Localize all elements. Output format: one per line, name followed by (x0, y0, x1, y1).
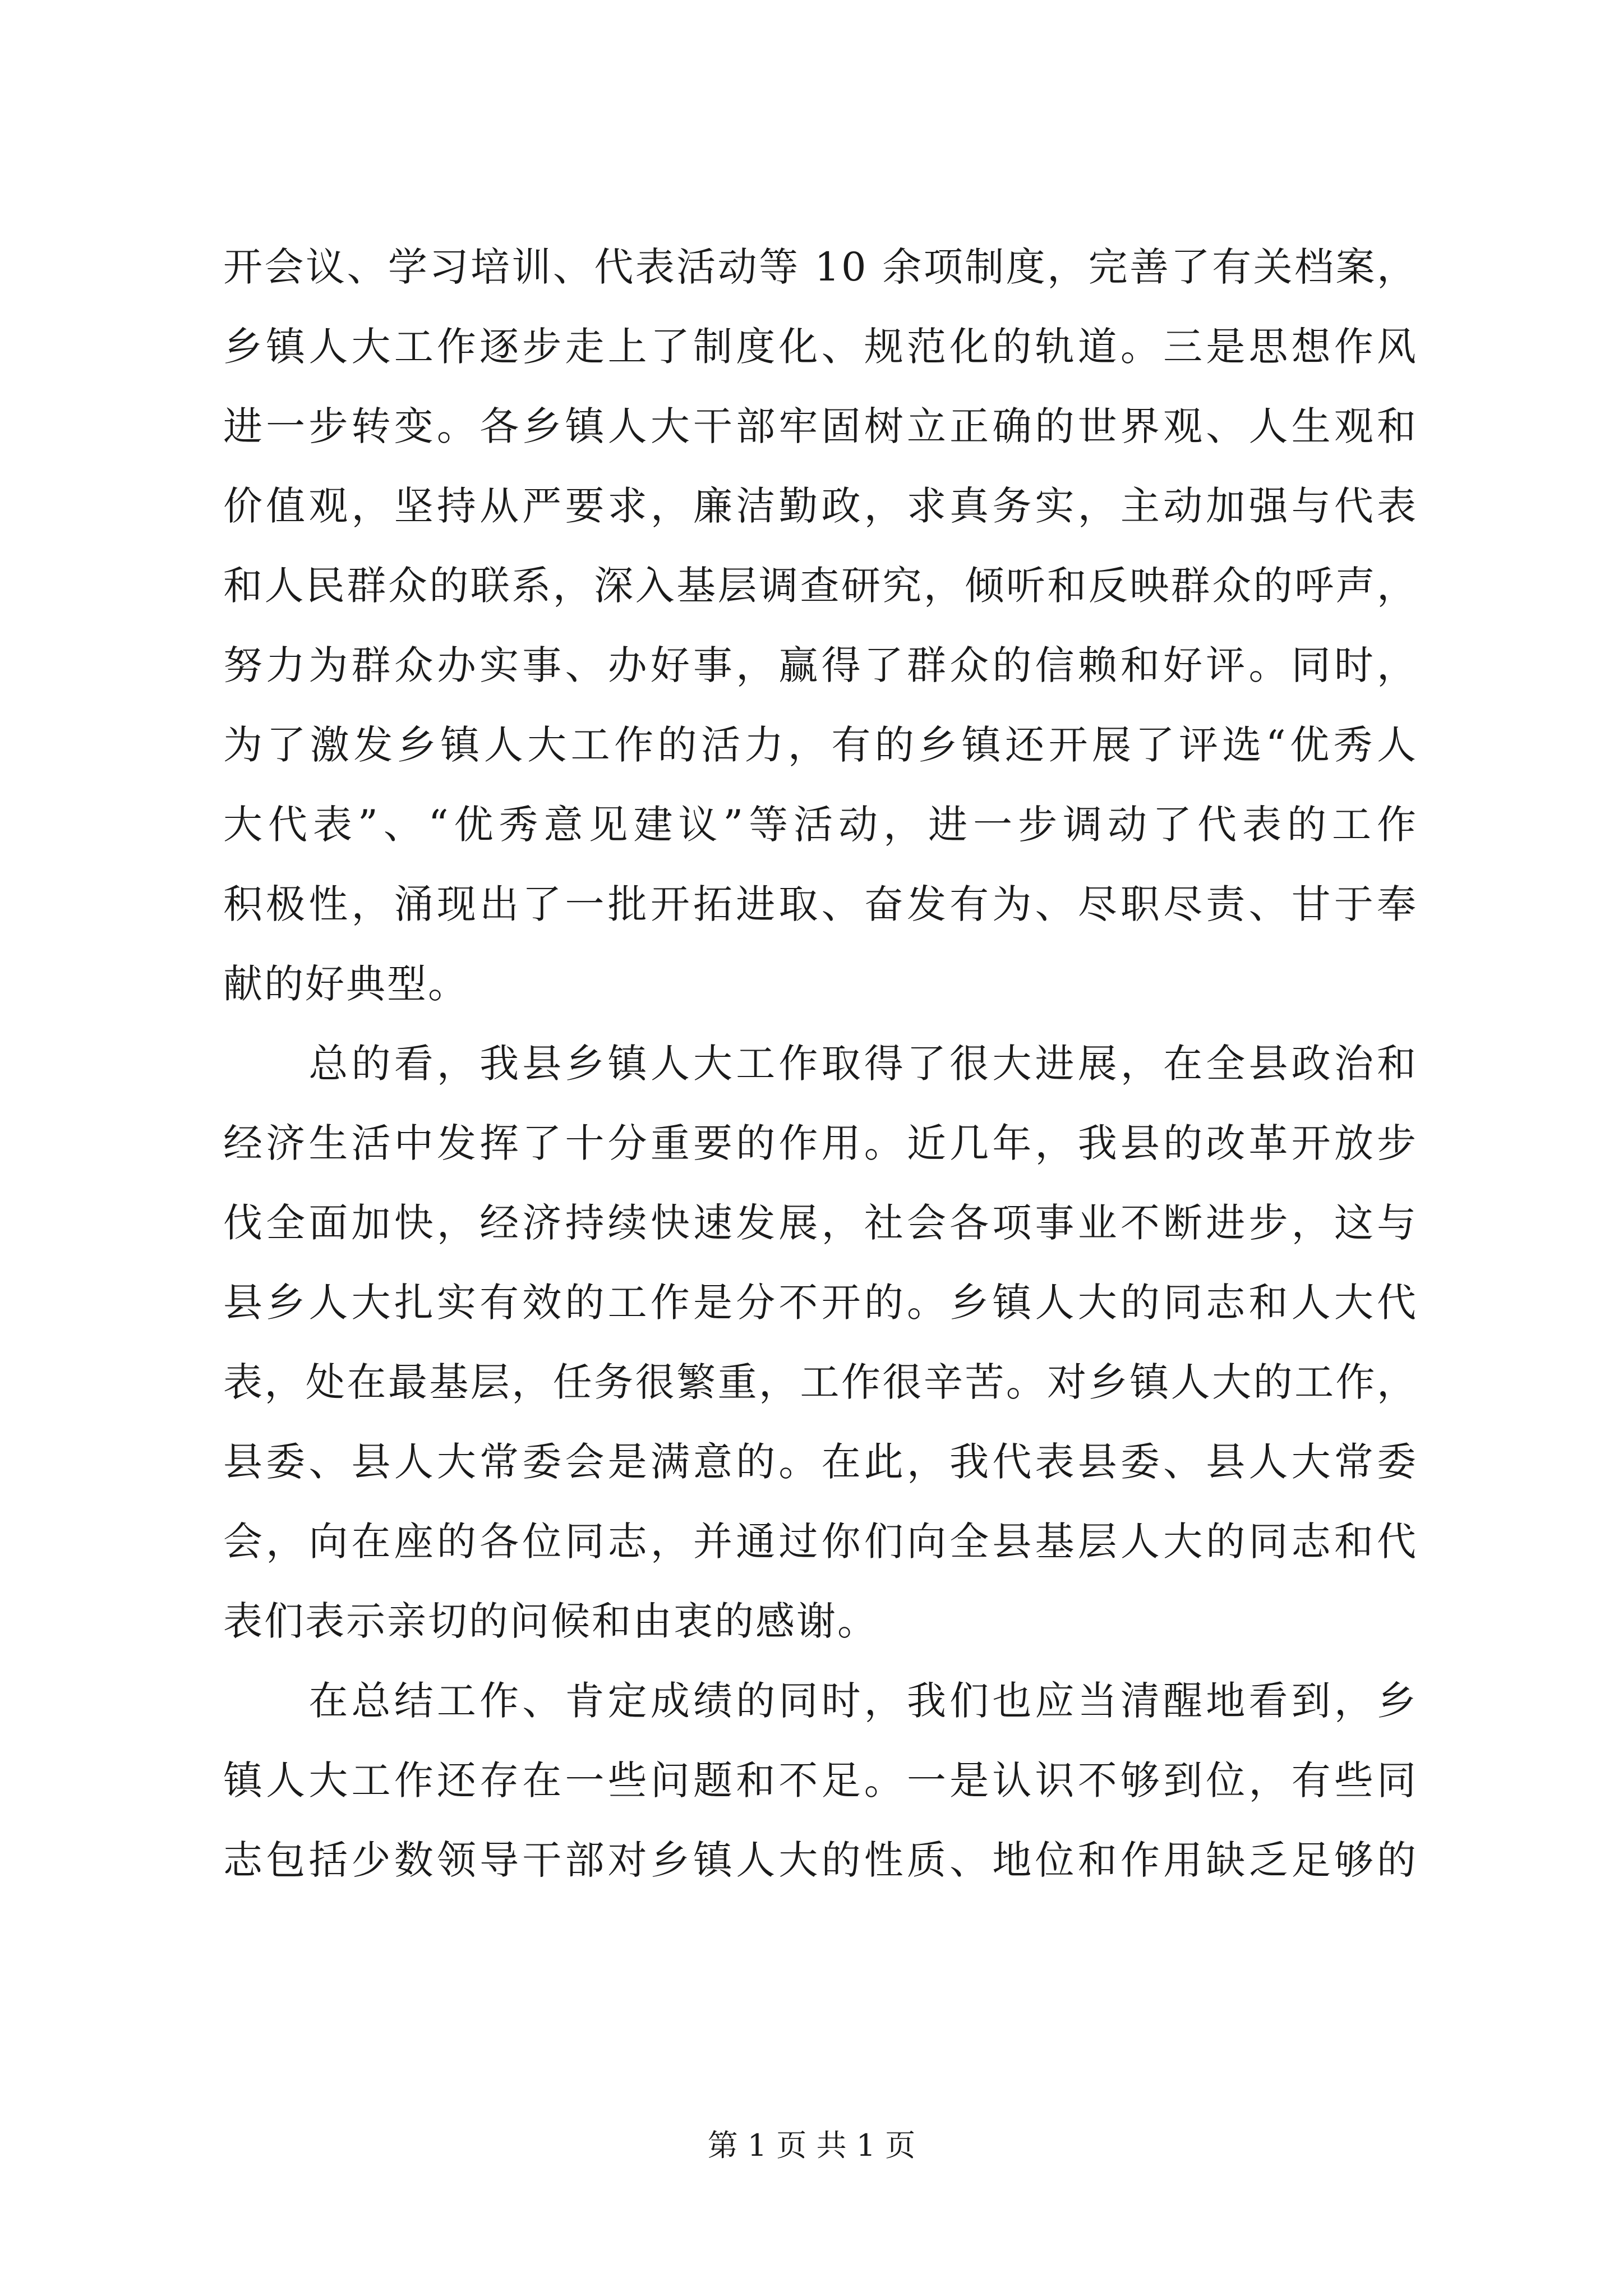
text-line: 努力为群众办实事、办好事，赢得了群众的信赖和好评。同时， (223, 642, 1418, 688)
text-line: 会，向在座的各位同志，并通过你们向全县基层人大的同志和代 (223, 1519, 1418, 1565)
text-line: 经济生活中发挥了十分重要的作用。近几年，我县的改革开放步 (223, 1120, 1418, 1166)
text-line: 志包括少数领导干部对乡镇人大的性质、地位和作用缺乏足够的 (223, 1837, 1418, 1883)
text-line: 积极性，涌现出了一批开拓进取、奋发有为、尽职尽责、甘于奉 (223, 881, 1418, 927)
text-line: 为了激发乡镇人大工作的活力，有的乡镇还开展了评选“优秀人 (223, 722, 1418, 768)
text-line: 伐全面加快，经济持续快速发展，社会各项事业不断进步，这与 (223, 1200, 1418, 1246)
text-line: 大代表”、“优秀意见建议”等活动，进一步调动了代表的工作 (223, 802, 1418, 848)
text-line: 开会议、学习培训、代表活动等 10 余项制度，完善了有关档案， (223, 244, 1418, 290)
text-line: 总的看，我县乡镇人大工作取得了很大进展，在全县政治和 (223, 1041, 1418, 1087)
body-text (223, 227, 1418, 1900)
text-line: 县乡人大扎实有效的工作是分不开的。乡镇人大的同志和人大代 (223, 1280, 1418, 1326)
text-line: 价值观，坚持从严要求，廉洁勤政，求真务实，主动加强与代表 (223, 483, 1418, 529)
text-line: 表们表示亲切的问候和由衷的感谢。 (223, 1598, 878, 1644)
text-line: 县委、县人大常委会是满意的。在此，我代表县委、县人大常委 (223, 1439, 1418, 1485)
page-footer: 第 1 页 共 1 页 (707, 2128, 916, 2163)
text-line: 在总结工作、肯定成绩的同时，我们也应当清醒地看到，乡 (223, 1678, 1418, 1724)
text-line: 镇人大工作还存在一些问题和不足。一是认识不够到位，有些同 (223, 1757, 1418, 1803)
text-line: 表，处在最基层，任务很繁重，工作很辛苦。对乡镇人大的工作， (223, 1359, 1418, 1405)
text-line: 进一步转变。各乡镇人大干部牢固树立正确的世界观、人生观和 (223, 403, 1418, 449)
text-line: 和人民群众的联系，深入基层调查研究，倾听和反映群众的呼声， (223, 563, 1418, 609)
text-line: 献的好典型。 (223, 961, 469, 1007)
text-line: 乡镇人大工作逐步走上了制度化、规范化的轨道。三是思想作风 (223, 324, 1418, 370)
